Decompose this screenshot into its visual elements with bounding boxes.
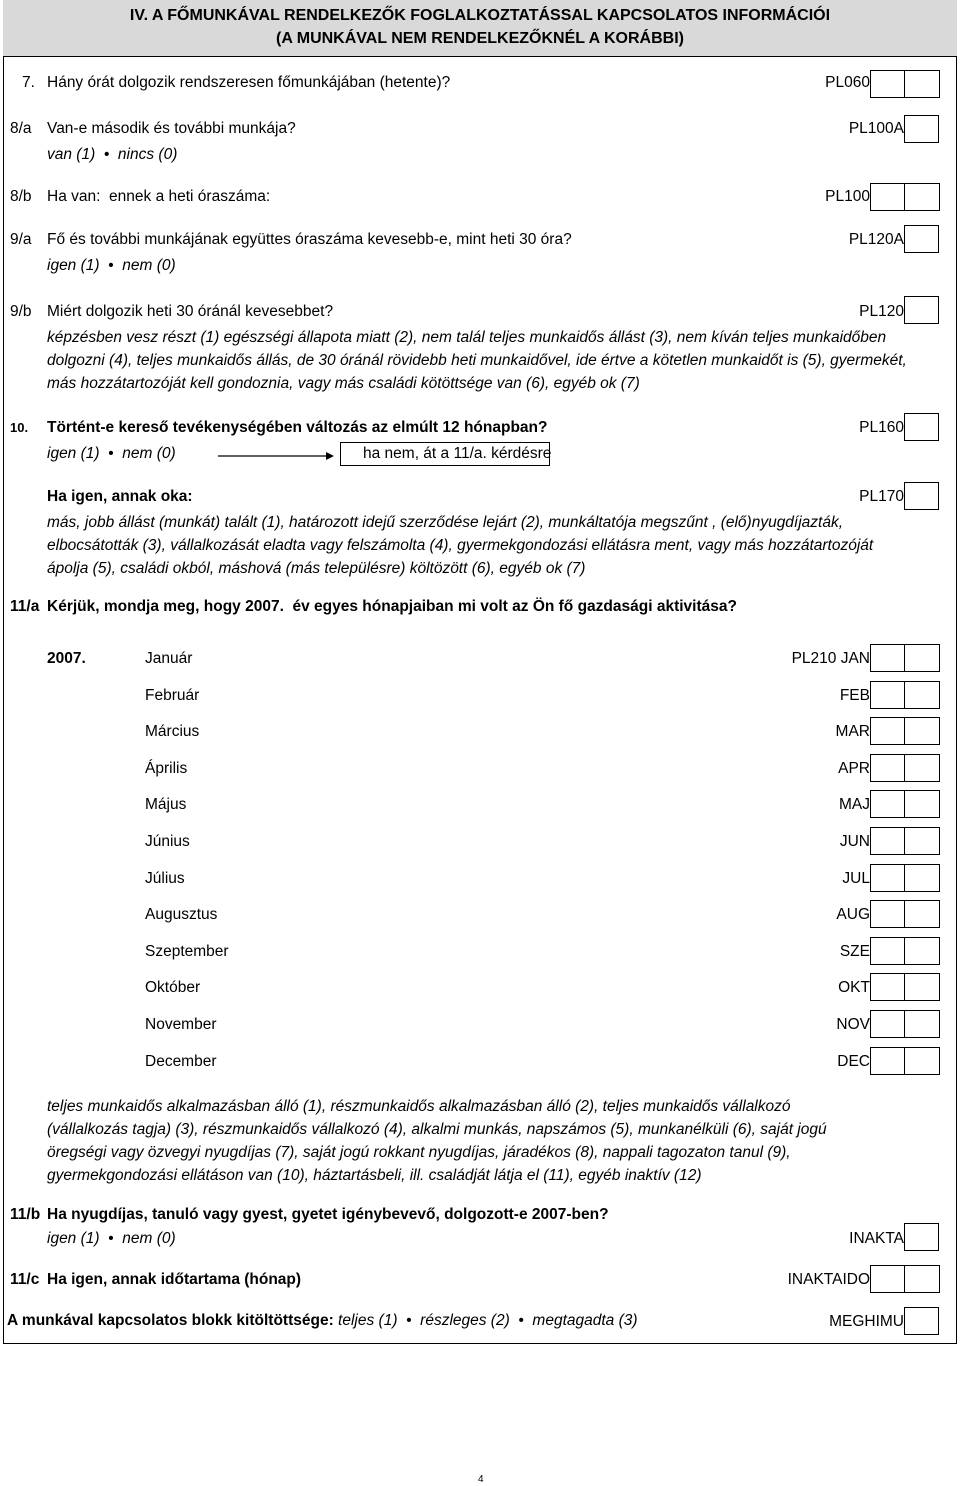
month-code: AUG xyxy=(836,906,870,924)
answer-box[interactable] xyxy=(904,413,939,441)
answer-box[interactable] xyxy=(905,644,940,672)
q10-reason-answer-boxes xyxy=(904,482,939,510)
q9a-answer-boxes xyxy=(904,225,939,253)
section-header xyxy=(3,0,957,57)
q10-reason-options xyxy=(47,511,873,580)
page-number: 4 xyxy=(478,1474,484,1485)
answer-box[interactable] xyxy=(870,900,905,928)
month-answer-boxes xyxy=(870,973,940,1001)
month-answer-boxes xyxy=(870,937,940,965)
block-label: A munkával kapcsolatos blokk kitöltöttsége: xyxy=(7,1312,334,1329)
option-nem: nem (0) xyxy=(122,257,176,274)
q10-reason-line: ápolja (5), családi okból, máshová (más településre) költözött (6), egyéb ok (7) xyxy=(47,560,586,577)
q11a-number: 11/a xyxy=(10,598,40,615)
answer-box[interactable] xyxy=(905,70,940,98)
answer-box[interactable] xyxy=(870,70,905,98)
q8a-options xyxy=(47,146,177,164)
bullet-icon: • xyxy=(103,1230,118,1247)
q10-text: Történt-e kereső tevékenységében változás az elmúlt 12 hónapban? xyxy=(47,419,548,436)
month-name: Április xyxy=(145,759,188,777)
q9b-line: dolgozni (4), teljes munkaidős állás, de 30 óránál rövidebb heti munkaidővel, ide értve a kötetlen munkaidőt is (5), gyermekét, xyxy=(47,352,907,369)
option-igen: igen (1) xyxy=(47,445,100,462)
answer-box[interactable] xyxy=(904,115,939,143)
month-name: Augusztus xyxy=(145,906,218,924)
q9b-number: 9/b xyxy=(10,303,32,320)
bullet-icon: • xyxy=(514,1312,529,1329)
q10-answer-boxes xyxy=(904,413,939,441)
answer-box[interactable] xyxy=(905,790,940,818)
month-code: FEB xyxy=(839,686,870,704)
month-answer-boxes xyxy=(870,717,940,745)
q11b-number: 11/b xyxy=(10,1206,41,1223)
month-code: APR xyxy=(838,759,870,777)
q8b-answer-boxes xyxy=(870,183,940,211)
month-code: DEC xyxy=(837,1052,870,1070)
month-code: MAR xyxy=(835,723,870,741)
section-subtitle: (A MUNKÁVAL NEM RENDELKEZŐKNÉL A KORÁBBI) xyxy=(276,30,684,47)
q10-reason-code: PL170 xyxy=(859,488,904,505)
block-answer-boxes xyxy=(904,1307,939,1335)
q8b-code: PL100 xyxy=(825,188,870,205)
q11a-line: teljes munkaidős alkalmazásban álló (1), részmunkaidős alkalmazásban álló (2), teljes munkaidős vállalkozó xyxy=(47,1098,791,1115)
bullet-icon: • xyxy=(103,257,118,274)
q11c-number: 11/c xyxy=(10,1271,40,1288)
q10-number: 10. xyxy=(10,420,29,435)
month-answer-boxes xyxy=(870,864,940,892)
q8a-code: PL100A xyxy=(848,120,904,137)
month-code: PL210 JAN xyxy=(791,650,870,667)
q11b-answer-boxes xyxy=(904,1223,939,1251)
q11c-text: Ha igen, annak időtartama (hónap) xyxy=(47,1271,302,1288)
block-code: MEGHIMU xyxy=(829,1313,904,1330)
q11c-code: INAKTAIDO xyxy=(787,1271,870,1288)
answer-box[interactable] xyxy=(905,1265,940,1293)
q9b-answer-boxes xyxy=(904,296,939,324)
answer-box[interactable] xyxy=(905,717,940,745)
bullet-icon: • xyxy=(103,445,118,462)
q11a-answer-options xyxy=(47,1095,867,1187)
month-name: Január xyxy=(145,650,193,667)
answer-box[interactable] xyxy=(870,644,905,672)
bullet-icon: • xyxy=(99,146,114,163)
bullet-icon: • xyxy=(401,1312,416,1329)
answer-box[interactable] xyxy=(870,1010,905,1038)
section-title: IV. A FŐMUNKÁVAL RENDELKEZŐK FOGLALKOZTATÁSSAL KAPCSOLATOS INFORMÁCIÓI xyxy=(129,7,831,24)
answer-box[interactable] xyxy=(905,864,940,892)
answer-box[interactable] xyxy=(904,482,939,510)
answer-box[interactable] xyxy=(870,973,905,1001)
q8b-number: 8/b xyxy=(10,188,32,205)
q11a-year: 2007. xyxy=(47,650,86,667)
month-name: December xyxy=(145,1052,217,1070)
month-answer-boxes xyxy=(870,900,940,928)
month-answer-boxes xyxy=(870,754,940,782)
option-van: van (1) xyxy=(47,146,96,163)
answer-box[interactable] xyxy=(905,183,940,211)
month-code: JUN xyxy=(839,833,870,850)
q11a-line: gyermekgondozási ellátáson van (10), háztartásbeli, ill. családját látja el (11), egyéb inaktív (12) xyxy=(47,1167,702,1184)
month-answer-boxes xyxy=(870,681,940,709)
q8a-number: 8/a xyxy=(10,120,32,137)
month-answer-boxes xyxy=(870,1010,940,1038)
answer-box[interactable] xyxy=(905,754,940,782)
answer-box[interactable] xyxy=(905,900,940,928)
answer-box[interactable] xyxy=(905,827,940,855)
q10-code: PL160 xyxy=(859,419,904,436)
answer-box[interactable] xyxy=(870,681,905,709)
option-nem: nem (0) xyxy=(122,1230,176,1247)
q9a-options xyxy=(47,257,176,275)
month-name: Március xyxy=(145,723,200,741)
answer-box[interactable] xyxy=(904,225,939,253)
option-megtagadta: megtagadta (3) xyxy=(532,1312,638,1329)
month-answer-boxes xyxy=(870,827,940,855)
q9b-code: PL120 xyxy=(859,303,904,320)
month-name: Július xyxy=(145,869,185,887)
month-code: OKT xyxy=(838,979,870,997)
month-answer-boxes xyxy=(870,790,940,818)
q9a-code: PL120A xyxy=(848,231,904,248)
month-name: Február xyxy=(145,686,200,704)
answer-box[interactable] xyxy=(870,1047,905,1075)
q9a-number: 9/a xyxy=(10,231,32,248)
q8a-text: Van-e második és további munkája? xyxy=(47,120,296,137)
q9b-line: más hozzátartozóját kell gondoznia, vagy más családi kötöttsége van (6), egyéb ok (7) xyxy=(47,375,640,392)
q11c-answer-boxes xyxy=(870,1265,940,1293)
answer-box[interactable] xyxy=(870,183,905,211)
option-igen: igen (1) xyxy=(47,1230,100,1247)
answer-box[interactable] xyxy=(904,296,939,324)
q11b-code: INAKTA xyxy=(849,1230,904,1247)
q10-reason-text: Ha igen, annak oka: xyxy=(47,488,193,505)
answer-box[interactable] xyxy=(905,973,940,1001)
option-teljes: teljes (1) xyxy=(338,1312,398,1329)
q9a-text: Fő és további munkájának együttes óraszáma kevesebb-e, mint heti 30 óra? xyxy=(47,231,572,248)
q10-skip-note: ha nem, át a 11/a. kérdésre xyxy=(340,442,550,466)
month-code: NOV xyxy=(836,1016,870,1033)
answer-box[interactable] xyxy=(870,717,905,745)
answer-box[interactable] xyxy=(905,1047,940,1075)
month-name: Május xyxy=(145,796,187,814)
answer-box[interactable] xyxy=(870,937,905,965)
option-igen: igen (1) xyxy=(47,257,100,274)
answer-box[interactable] xyxy=(870,827,905,855)
q10-reason-line: más, jobb állást (munkát) talált (1), határozott idejű szerződése lejárt (2), munkáltatója megszűnt , (elő)nyugdíjazták, xyxy=(47,514,844,531)
answer-box[interactable] xyxy=(870,864,905,892)
answer-box[interactable] xyxy=(870,1265,905,1293)
q8a-answer-boxes xyxy=(904,115,939,143)
answer-box[interactable] xyxy=(905,937,940,965)
q10-options xyxy=(47,445,176,463)
q7-answer-boxes xyxy=(870,70,940,98)
q11a-line: (vállalkozás tagja) (3), részmunkaidős vállalkozó (4), alkalmi munkás, napszámos (5), munkanélküli (6), saját jogú xyxy=(47,1121,827,1138)
month-name: November xyxy=(145,1016,217,1033)
answer-box[interactable] xyxy=(905,1010,940,1038)
answer-box[interactable] xyxy=(870,754,905,782)
q10-reason-line: elbocsátották (3), vállalkozását eladta vagy felszámolta (4), gyermekgondozási ellátásra ment, vagy más hozzátartozóját xyxy=(47,537,874,554)
month-code: JUL xyxy=(842,869,870,887)
block-completion xyxy=(7,1312,638,1330)
q7-code: PL060 xyxy=(825,74,870,91)
q9b-answer-options xyxy=(47,326,907,395)
answer-box[interactable] xyxy=(870,790,905,818)
q9b-text: Miért dolgozik heti 30 óránál kevesebbet? xyxy=(47,303,334,320)
option-nem: nem (0) xyxy=(122,445,176,462)
q7-text: Hány órát dolgozik rendszeresen főmunkájában (hetente)? xyxy=(47,74,451,91)
answer-box[interactable] xyxy=(904,1307,939,1335)
month-answer-boxes xyxy=(870,1047,940,1075)
q11a-text: Kérjük, mondja meg, hogy 2007. év egyes hónapjaiban mi volt az Ön fő gazdasági aktivitása? xyxy=(47,598,737,615)
q8b-text: Ha van: ennek a heti óraszáma: xyxy=(47,188,271,205)
month-answer-boxes xyxy=(870,644,940,672)
month-name: Június xyxy=(145,833,190,850)
q9b-line: képzésben vesz részt (1) egészségi állapota miatt (2), nem talál teljes munkaidős állást (3), nem kíván teljes munkaidőben xyxy=(47,329,887,346)
month-code: MAJ xyxy=(839,796,870,814)
month-code: SZE xyxy=(839,942,870,960)
q11a-line: öregségi vagy özvegyi nyugdíjas (7), saját jogú rokkant nyugdíjas, járadékos (8), nappali tagozaton tanul (9), xyxy=(47,1144,791,1161)
option-reszleges: részleges (2) xyxy=(420,1312,510,1329)
month-name: Szeptember xyxy=(145,942,229,960)
answer-box[interactable] xyxy=(905,681,940,709)
q11b-text: Ha nyugdíjas, tanuló vagy gyest, gyetet igénybevevő, dolgozott-e 2007-ben? xyxy=(47,1206,609,1223)
option-nincs: nincs (0) xyxy=(117,146,178,163)
answer-box[interactable] xyxy=(904,1223,939,1251)
arrow-right-icon xyxy=(218,449,334,463)
q7-number: 7. xyxy=(22,74,35,91)
q11b-options xyxy=(47,1230,176,1248)
month-name: Október xyxy=(145,979,201,997)
